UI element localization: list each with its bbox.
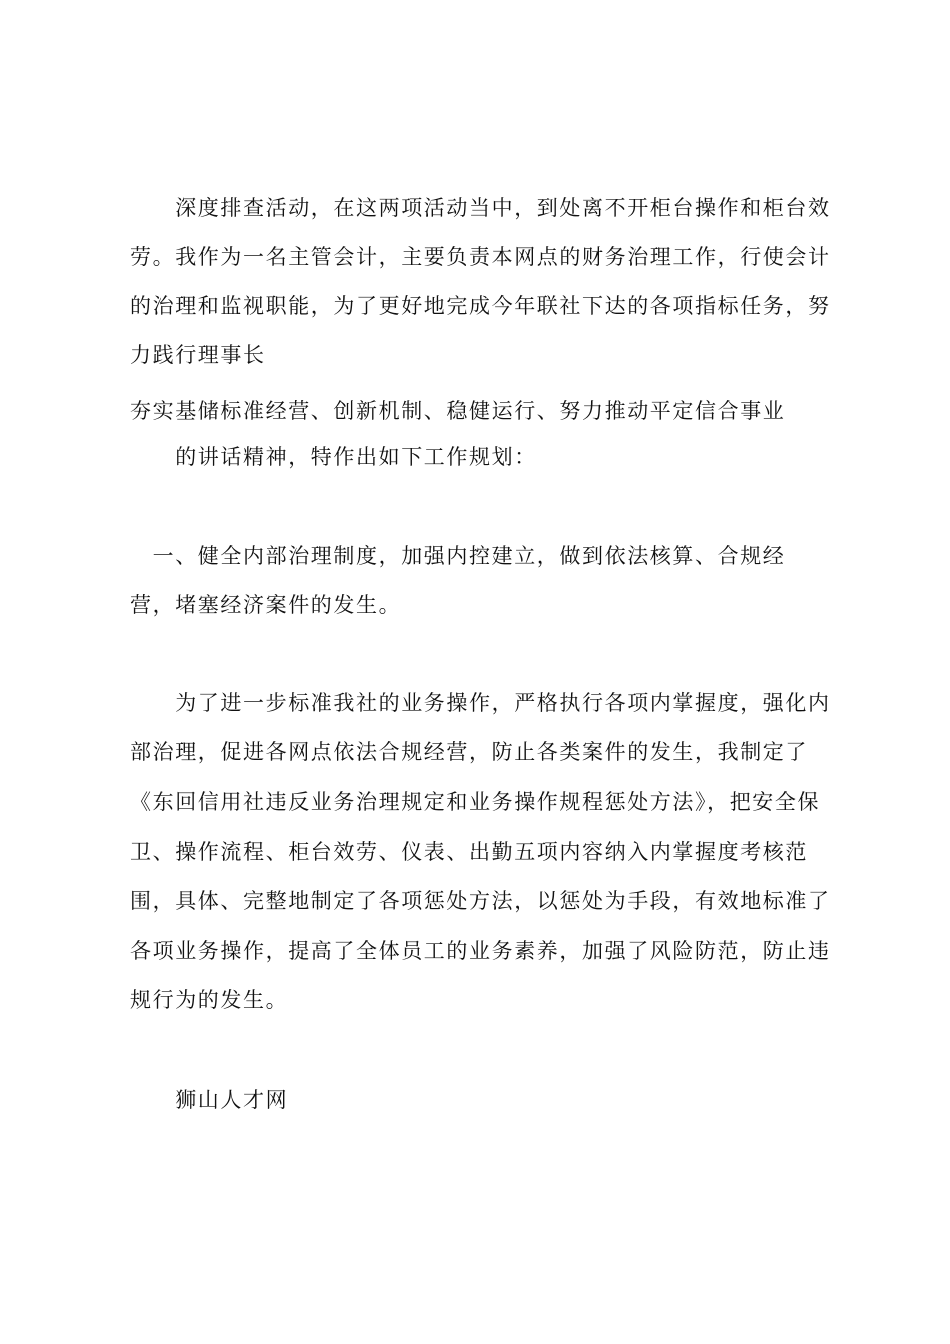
paragraph-1-line-3: 的治理和监视职能，为了更好地完成今年联社下达的各项指标任务，努 <box>130 294 831 318</box>
section-heading-line-1: 一、健全内部治理制度，加强内控建立，做到依法核算、合规经 <box>130 544 786 568</box>
paragraph-2-line-1: 夯实基储标准经营、创新机制、稳健运行、努力推动平定信合事业 <box>130 399 786 423</box>
paragraph-1-line-4: 力践行理事长 <box>130 343 266 367</box>
paragraph-3-line-4: 卫、操作流程、柜台效劳、仪表、出勤五项内容纳入内掌握度考核范 <box>130 840 808 864</box>
section-heading-line-2: 营，堵塞经济案件的发生。 <box>130 593 402 617</box>
paragraph-1-line-2: 劳。我作为一名主管会计，主要负责本网点的财务治理工作，行使会计 <box>130 245 831 269</box>
paragraph-3-line-6: 各项业务操作，提高了全体员工的业务素养，加强了风险防范，防止违 <box>130 939 831 963</box>
paragraph-1-line-1: 深度排查活动，在这两项活动当中，到处离不开柜台操作和柜台效 <box>130 196 831 220</box>
paragraph-3-line-5: 围，具体、完整地制定了各项惩处方法，以惩处为手段，有效地标准了 <box>130 889 831 913</box>
footer-text: 狮山人才网 <box>130 1088 289 1112</box>
paragraph-3-line-7: 规行为的发生。 <box>130 988 289 1012</box>
paragraph-3-line-3: 《东回信用社违反业务治理规定和业务操作规程惩处方法》，把安全保 <box>130 790 821 814</box>
paragraph-3-line-2: 部治理，促进各网点依法合规经营，防止各类案件的发生，我制定了 <box>130 740 808 764</box>
paragraph-2-line-2: 的讲话精神，特作出如下工作规划： <box>130 445 537 469</box>
paragraph-3-line-1: 为了进一步标准我社的业务操作，严格执行各项内掌握度，强化内 <box>130 691 831 715</box>
